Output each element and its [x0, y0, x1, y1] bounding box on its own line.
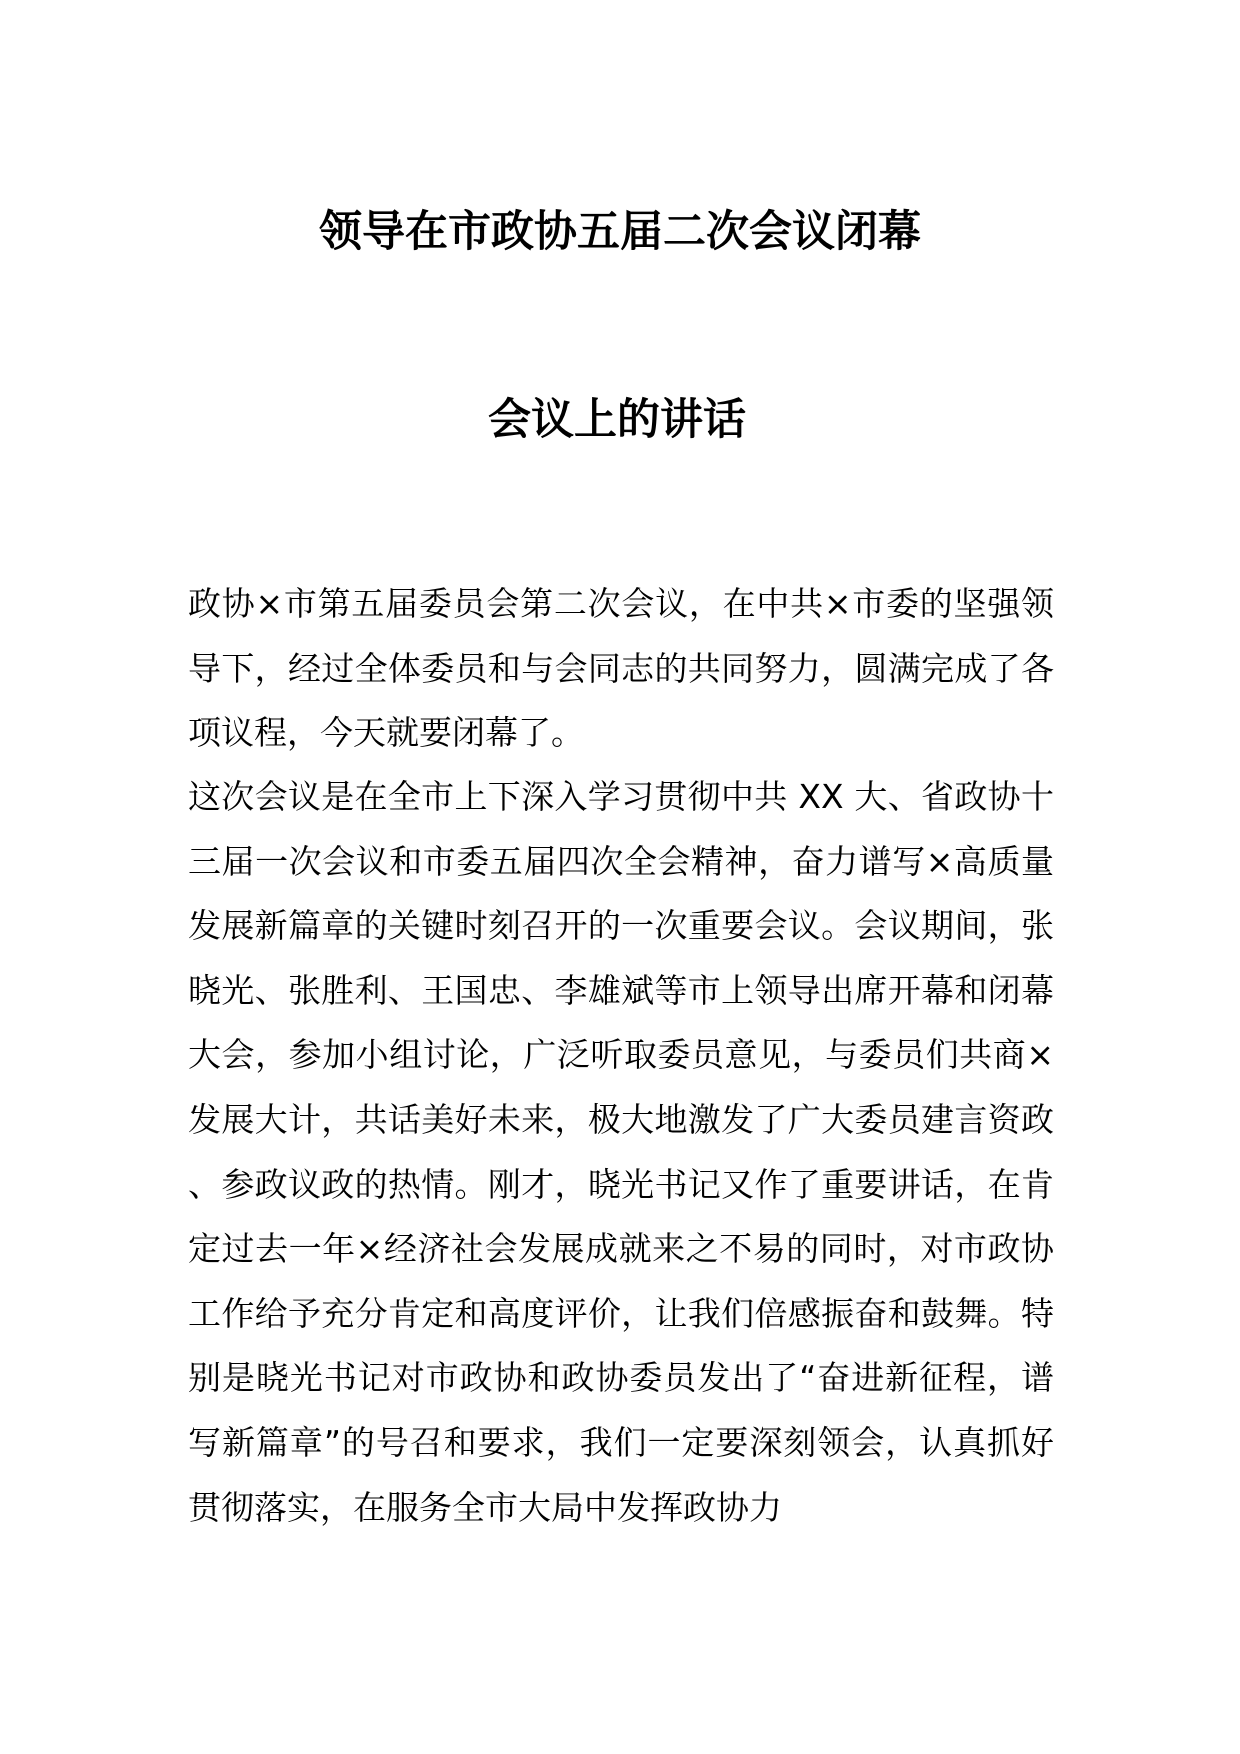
paragraph-opening: 政协×市第五届委员会第二次会议，在中共×市委的坚强领导下，经过全体委员和与会同志的共同努力，圆满完成了各项议程，今天就要闭幕了。: [188, 584, 1054, 753]
document-title-line-1: 领导在市政协五届二次会议闭幕: [319, 207, 921, 257]
document-title-line-2: 会议上的讲话: [488, 395, 746, 445]
paragraph-meeting-summary: 这次会议是在全市上下深入学习贯彻中共 XX 大、省政协十三届一次会议和市委五届四次全会精神，奋力谱写×高质量发展新篇章的关键时刻召开的一次重要会议。会议期间，张晓光、张胜利、王国忠、李雄斌等市上领导出席开幕和闭幕大会，参加小组讨论，广泛听取委员意见，与委员们共商×发展大计，共话美好未来，极大地激发了广大委员建言资政、参政议政的热情。刚才，晓光书记又作了重要讲话，在肯定过去一年×经济社会发展成就来之不易的同时，对市政协工作给予充分肯定和高度评价，让我们倍感振奋和鼓舞。特别是晓光书记对市政协和政协委员发出了“奋进新征程，谱写新篇章”的号召和要求，我们一定要深刻领会，认真抓好贯彻落实，在服务全市大局中发挥政协力: [188, 777, 1054, 1527]
